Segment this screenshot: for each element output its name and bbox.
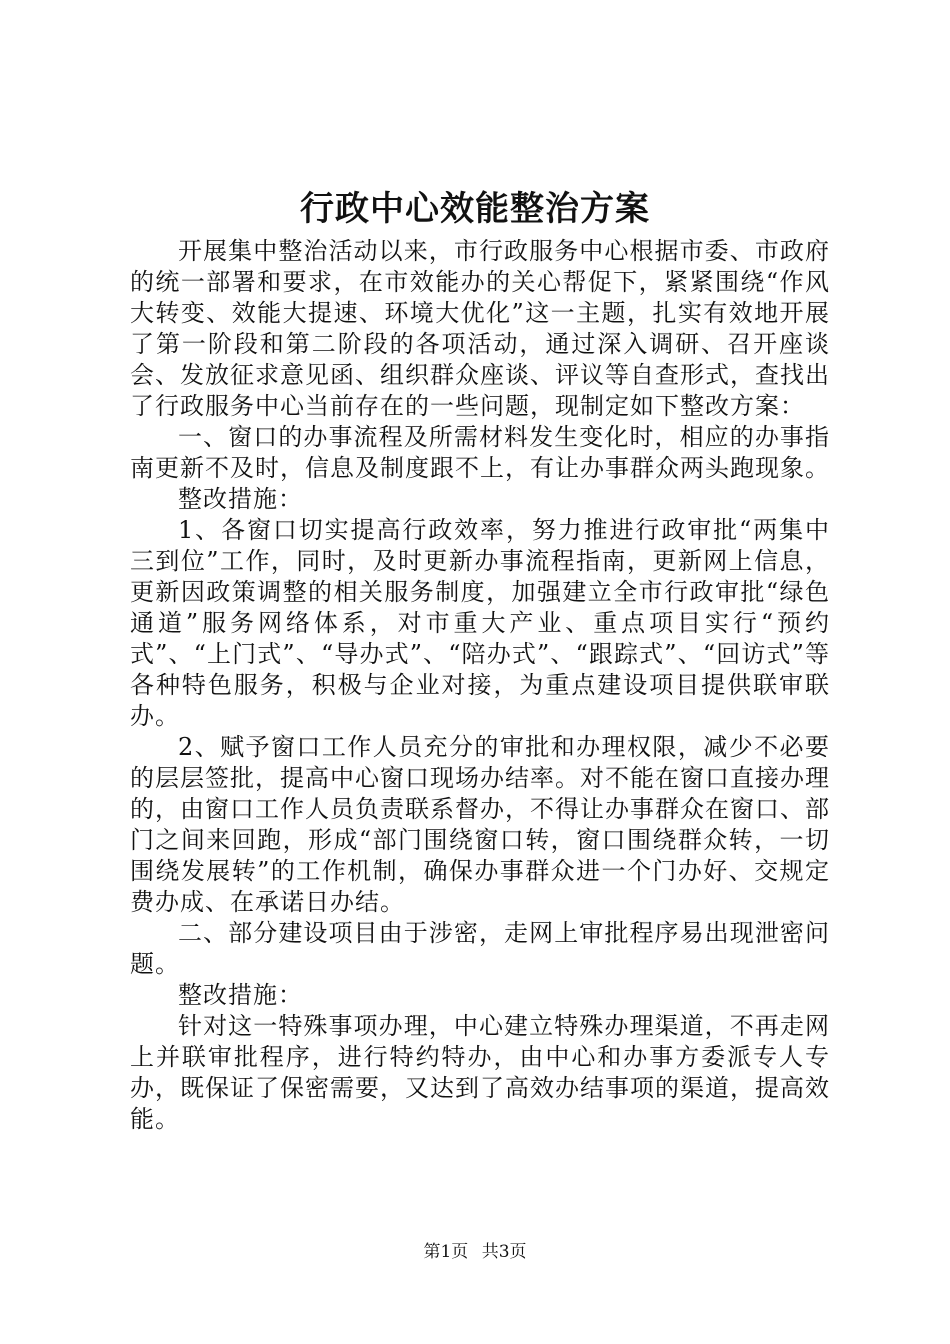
page-total: 共3页 — [481, 1242, 527, 1262]
paragraph-intro: 开展集中整治活动以来，市行政服务中心根据市委、市政府的统一部署和要求，在市效能办的关心帮促下，紧紧围绕“作风大转变、效能大提速、环境大优化”这一主题，扎实有效地开展了第一阶段和第二阶段的各项活动，通过深入调研、召开座谈会、发放征求意见函、组织群众座谈、评议等自查形式，查找出了行政服务中心当前存在的一些问题，现制定如下整改方案： — [130, 237, 830, 420]
page-number: 第1页 — [423, 1242, 469, 1262]
document-title: 行政中心效能整治方案 — [300, 189, 650, 229]
paragraph-measures-heading-one: 整改措施： — [178, 485, 303, 513]
document-body — [130, 236, 830, 1135]
paragraph-measure-three: 针对这一特殊事项办理，中心建立特殊办理渠道，不再走网上并联审批程序，进行特约特办，由中心和办事方委派专人专办，既保证了保密需要，又达到了高效办结事项的渠道，提高效能。 — [130, 1012, 830, 1133]
paragraph-measures-heading-two: 整改措施： — [178, 981, 303, 1009]
paragraph-issue-two: 二、部分建设项目由于涉密，走网上审批程序易出现泄密问题。 — [130, 919, 830, 978]
paragraph-measure-one: 1、各窗口切实提高行政效率，努力推进行政审批“两集中三到位”工作，同时，及时更新办事流程指南，更新网上信息，更新因政策调整的相关服务制度，加强建立全市行政审批“绿色通道”服务网络体系，对市重大产业、重点项目实行“预约式”、“上门式”、“导办式”、“陪办式”、“跟踪式”、“回访式”等各种特色服务，积极与企业对接，为重点建设项目提供联审联办。 — [130, 516, 830, 730]
paragraph-issue-one: 一、窗口的办事流程及所需材料发生变化时，相应的办事指南更新不及时，信息及制度跟不上，有让办事群众两头跑现象。 — [130, 423, 830, 482]
page-footer — [0, 1240, 950, 1264]
paragraph-measure-two: 2、赋予窗口工作人员充分的审批和办理权限，减少不必要的层层签批，提高中心窗口现场办结率。对不能在窗口直接办理的，由窗口工作人员负责联系督办，不得让办事群众在窗口、部门之间来回跑，形成“部门围绕窗口转，窗口围绕群众转，一切围绕发展转”的工作机制，确保办事群众进一个门办好、交规定费办成、在承诺日办结。 — [130, 733, 830, 916]
